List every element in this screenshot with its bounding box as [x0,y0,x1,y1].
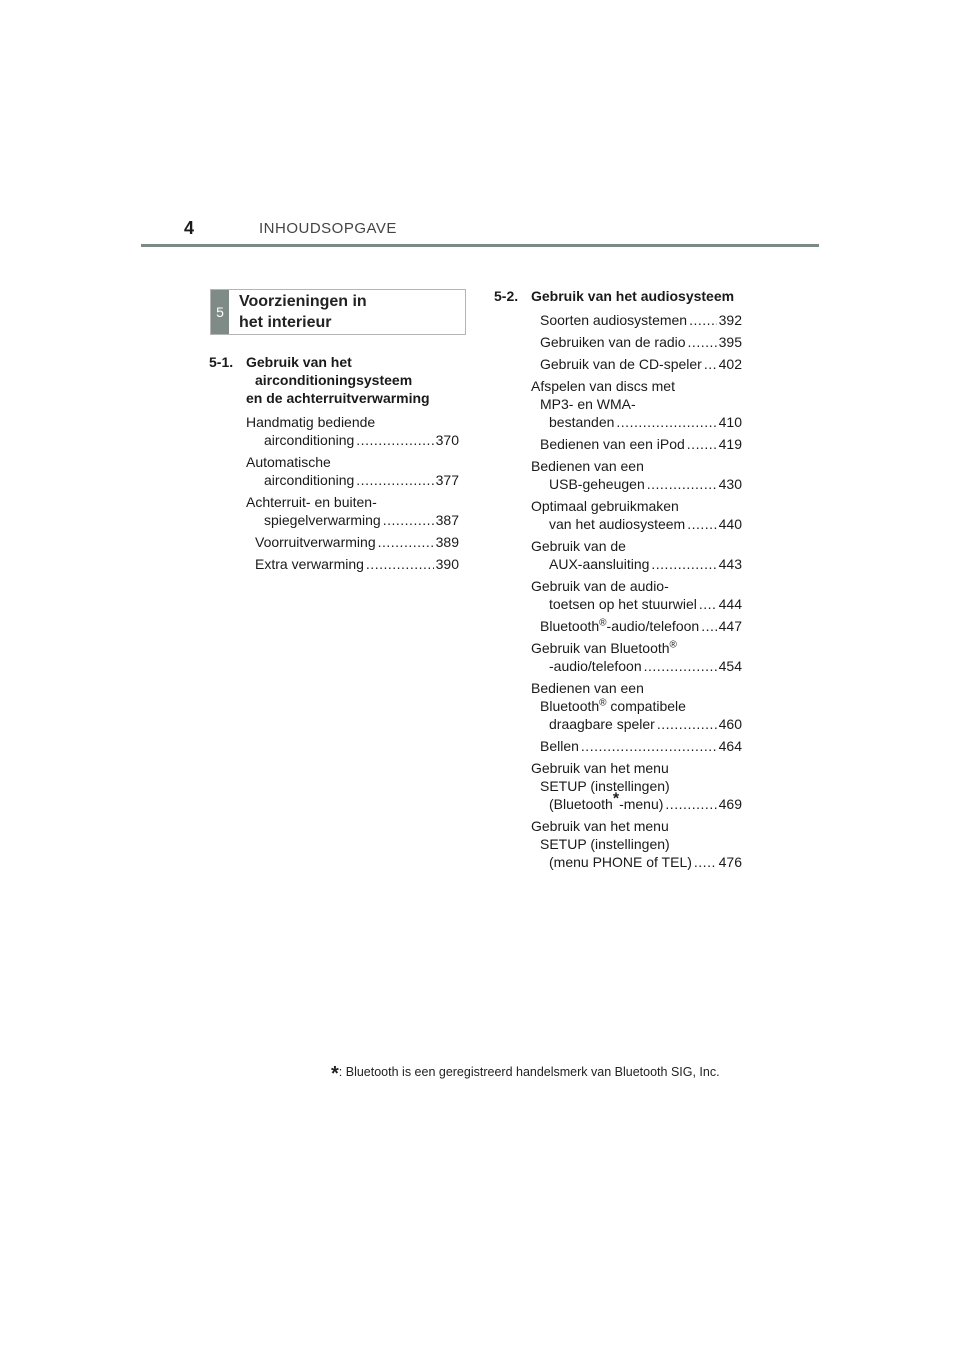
dot-leader [687,435,717,453]
page-number: 4 [184,218,195,238]
toc-page-number: 460 [718,716,742,732]
toc-entry-text: draagbare speler [549,716,655,732]
dot-leader [581,737,717,755]
toc-entry[interactable] [531,759,742,813]
toc-column-right [494,287,742,875]
toc-entry[interactable] [246,533,459,551]
toc-page-number: 389 [435,534,459,550]
toc-entry-text: Gebruik van de CD-speler [540,356,702,372]
toc-entry-text: Gebruiken van de radio [540,334,686,350]
toc-group-title-line: en de achterruitverwarming [246,390,430,406]
toc-entry-last-line [255,511,459,529]
toc-group-title-line: Gebruik van het audiosysteem [531,288,735,304]
dot-leader [366,555,434,573]
toc-entry-text: -audio/telefoon [549,658,642,674]
toc-entry-line: Gebruik van het menu [531,818,669,834]
header-title: INHOUDSOPGAVE [259,220,397,237]
toc-entry-line: Automatische [246,454,331,470]
toc-entry-text: (menu PHONE of TEL) [549,854,692,870]
dot-leader [644,657,717,675]
toc-entry-last-line [540,790,742,813]
toc-entry-line: Gebruik van de audio- [531,578,669,594]
toc-entry-last-line [255,533,459,551]
toc-entry[interactable] [531,311,742,329]
toc-entry-text: Extra verwarming [255,556,364,572]
toc-page-number: 443 [718,556,742,572]
toc-entry-text: (Bluetooth*-menu) [549,790,664,812]
toc-page-number: 377 [435,472,459,488]
toc-entry-text: Soorten audiosystemen [540,312,688,328]
toc-entry-last-line [540,311,742,329]
toc-page-number: 464 [718,738,742,754]
toc-entry-line: Gebruik van de [531,538,626,554]
toc-column-left [209,353,459,577]
toc-entry-text: Bellen [540,738,579,754]
toc-entry[interactable] [531,497,742,533]
toc-page-number: 395 [718,334,742,350]
toc-group-number: 5-1. [209,354,234,370]
header-divider [141,244,819,247]
registered-mark: ® [599,697,607,709]
dot-leader [383,511,434,529]
toc-entry-text: AUX-aansluiting [549,556,650,572]
toc-page-number: 444 [718,596,742,612]
dot-leader [616,413,716,431]
toc-entry-last-line [540,515,742,533]
toc-entry-line: Handmatig bediende [246,414,376,430]
toc-entry[interactable] [531,377,742,431]
toc-entry-text: airconditioning [264,472,355,488]
dot-leader [378,533,434,551]
toc-page-number: 469 [718,796,742,812]
toc-entry[interactable] [531,817,742,871]
toc-entry[interactable] [246,453,459,489]
dot-leader [651,555,716,573]
toc-entry[interactable] [531,577,742,613]
asterisk-mark: * [612,790,620,808]
toc-entry-line: Bedienen van een [531,680,644,696]
toc-entry-last-line [540,475,742,493]
toc-entry-line: Gebruik van Bluetooth® [531,639,677,656]
registered-mark: ® [669,639,677,651]
toc-entry[interactable] [531,355,742,373]
dot-leader [704,355,717,373]
toc-entry-last-line [255,471,459,489]
toc-entry-line: Bluetooth® compatibele [540,697,686,714]
toc-entry[interactable] [246,413,459,449]
footnote-text: : Bluetooth is een geregistreerd handelsmerk van Bluetooth SIG, Inc. [338,1065,720,1079]
toc-entry[interactable] [246,555,459,573]
toc-entry-last-line [540,657,742,675]
toc-entry-last-line [540,595,742,613]
toc-entry-text: Voorruitverwarming [255,534,376,550]
toc-entry-last-line [540,737,742,755]
toc-entry-last-line [540,355,742,373]
dot-leader [699,595,717,613]
toc-entry-line: MP3- en WMA- [540,396,636,412]
toc-entry[interactable] [531,737,742,755]
toc-page-number: 419 [718,436,742,452]
dot-leader [689,311,717,329]
toc-entry[interactable] [246,493,459,529]
toc-entry-line: SETUP (instellingen) [540,778,670,794]
toc-entry[interactable] [531,679,742,733]
toc-page-number: 392 [718,312,742,328]
toc-entry-text: Bedienen van een iPod [540,436,685,452]
toc-group-title-line: Gebruik van het [246,354,352,370]
toc-entry-last-line [255,555,459,573]
toc-entry-last-line [540,617,742,635]
toc-page-number: 454 [718,658,742,674]
toc-page-number: 447 [718,618,742,634]
toc-entry-line: Achterruit- en buiten- [246,494,377,510]
toc-entry[interactable] [531,333,742,351]
toc-entry-last-line [540,413,742,431]
toc-group-title-line: airconditioningsysteem [255,372,413,388]
toc-entry-line: SETUP (instellingen) [540,836,670,852]
dot-leader [657,715,717,733]
toc-group-heading [494,287,742,305]
dot-leader [356,431,433,449]
dot-leader [665,795,716,813]
toc-entry-line: Optimaal gebruikmaken [531,498,679,514]
footnote-asterisk: * [331,1063,339,1085]
toc-entry-last-line [540,555,742,573]
toc-page-number: 440 [718,516,742,532]
toc-entry-text: spiegelverwarming [264,512,381,528]
registered-mark: ® [599,617,607,629]
toc-entry-text: airconditioning [264,432,355,448]
toc-page-number: 387 [435,512,459,528]
toc-page-number: 430 [718,476,742,492]
toc-entry-text: bestanden [549,414,615,430]
toc-entry[interactable] [531,537,742,573]
footnote [331,1063,720,1086]
dot-leader [356,471,433,489]
toc-group-number: 5-2. [494,288,519,304]
dot-leader [694,853,717,871]
dot-leader [687,515,716,533]
toc-entry-line: Gebruik van het menu [531,760,669,776]
section-title: Voorzieningen in het interieur [239,293,367,331]
toc-entry-last-line [540,333,742,351]
toc-group-heading [209,353,459,407]
toc-entry-text: toetsen op het stuurwiel [549,596,697,612]
toc-page-number: 410 [718,414,742,430]
toc-entry-text: USB-geheugen [549,476,645,492]
toc-entry[interactable] [531,457,742,493]
toc-entry-line: Bedienen van een [531,458,644,474]
section-number-tab: 5 [211,290,229,334]
toc-page-number: 476 [718,854,742,870]
toc-page-number: 390 [435,556,459,572]
toc-entry-last-line [540,715,742,733]
toc-entry-last-line [255,431,459,449]
toc-entry-line: Afspelen van discs met [531,378,675,394]
toc-entry-last-line [540,435,742,453]
toc-page-number: 402 [718,356,742,372]
toc-entry-text: Bluetooth®-audio/telefoon [540,617,700,634]
toc-entry-text: van het audiosysteem [549,516,686,532]
toc-page-number: 370 [435,432,459,448]
toc-entry-last-line [540,853,742,871]
toc-entry[interactable] [531,639,742,675]
page-header [0,216,960,256]
toc-entry[interactable] [531,617,742,635]
section-heading-box [210,289,466,335]
dot-leader [701,617,716,635]
toc-entry[interactable] [531,435,742,453]
dot-leader [688,333,717,351]
dot-leader [647,475,717,493]
